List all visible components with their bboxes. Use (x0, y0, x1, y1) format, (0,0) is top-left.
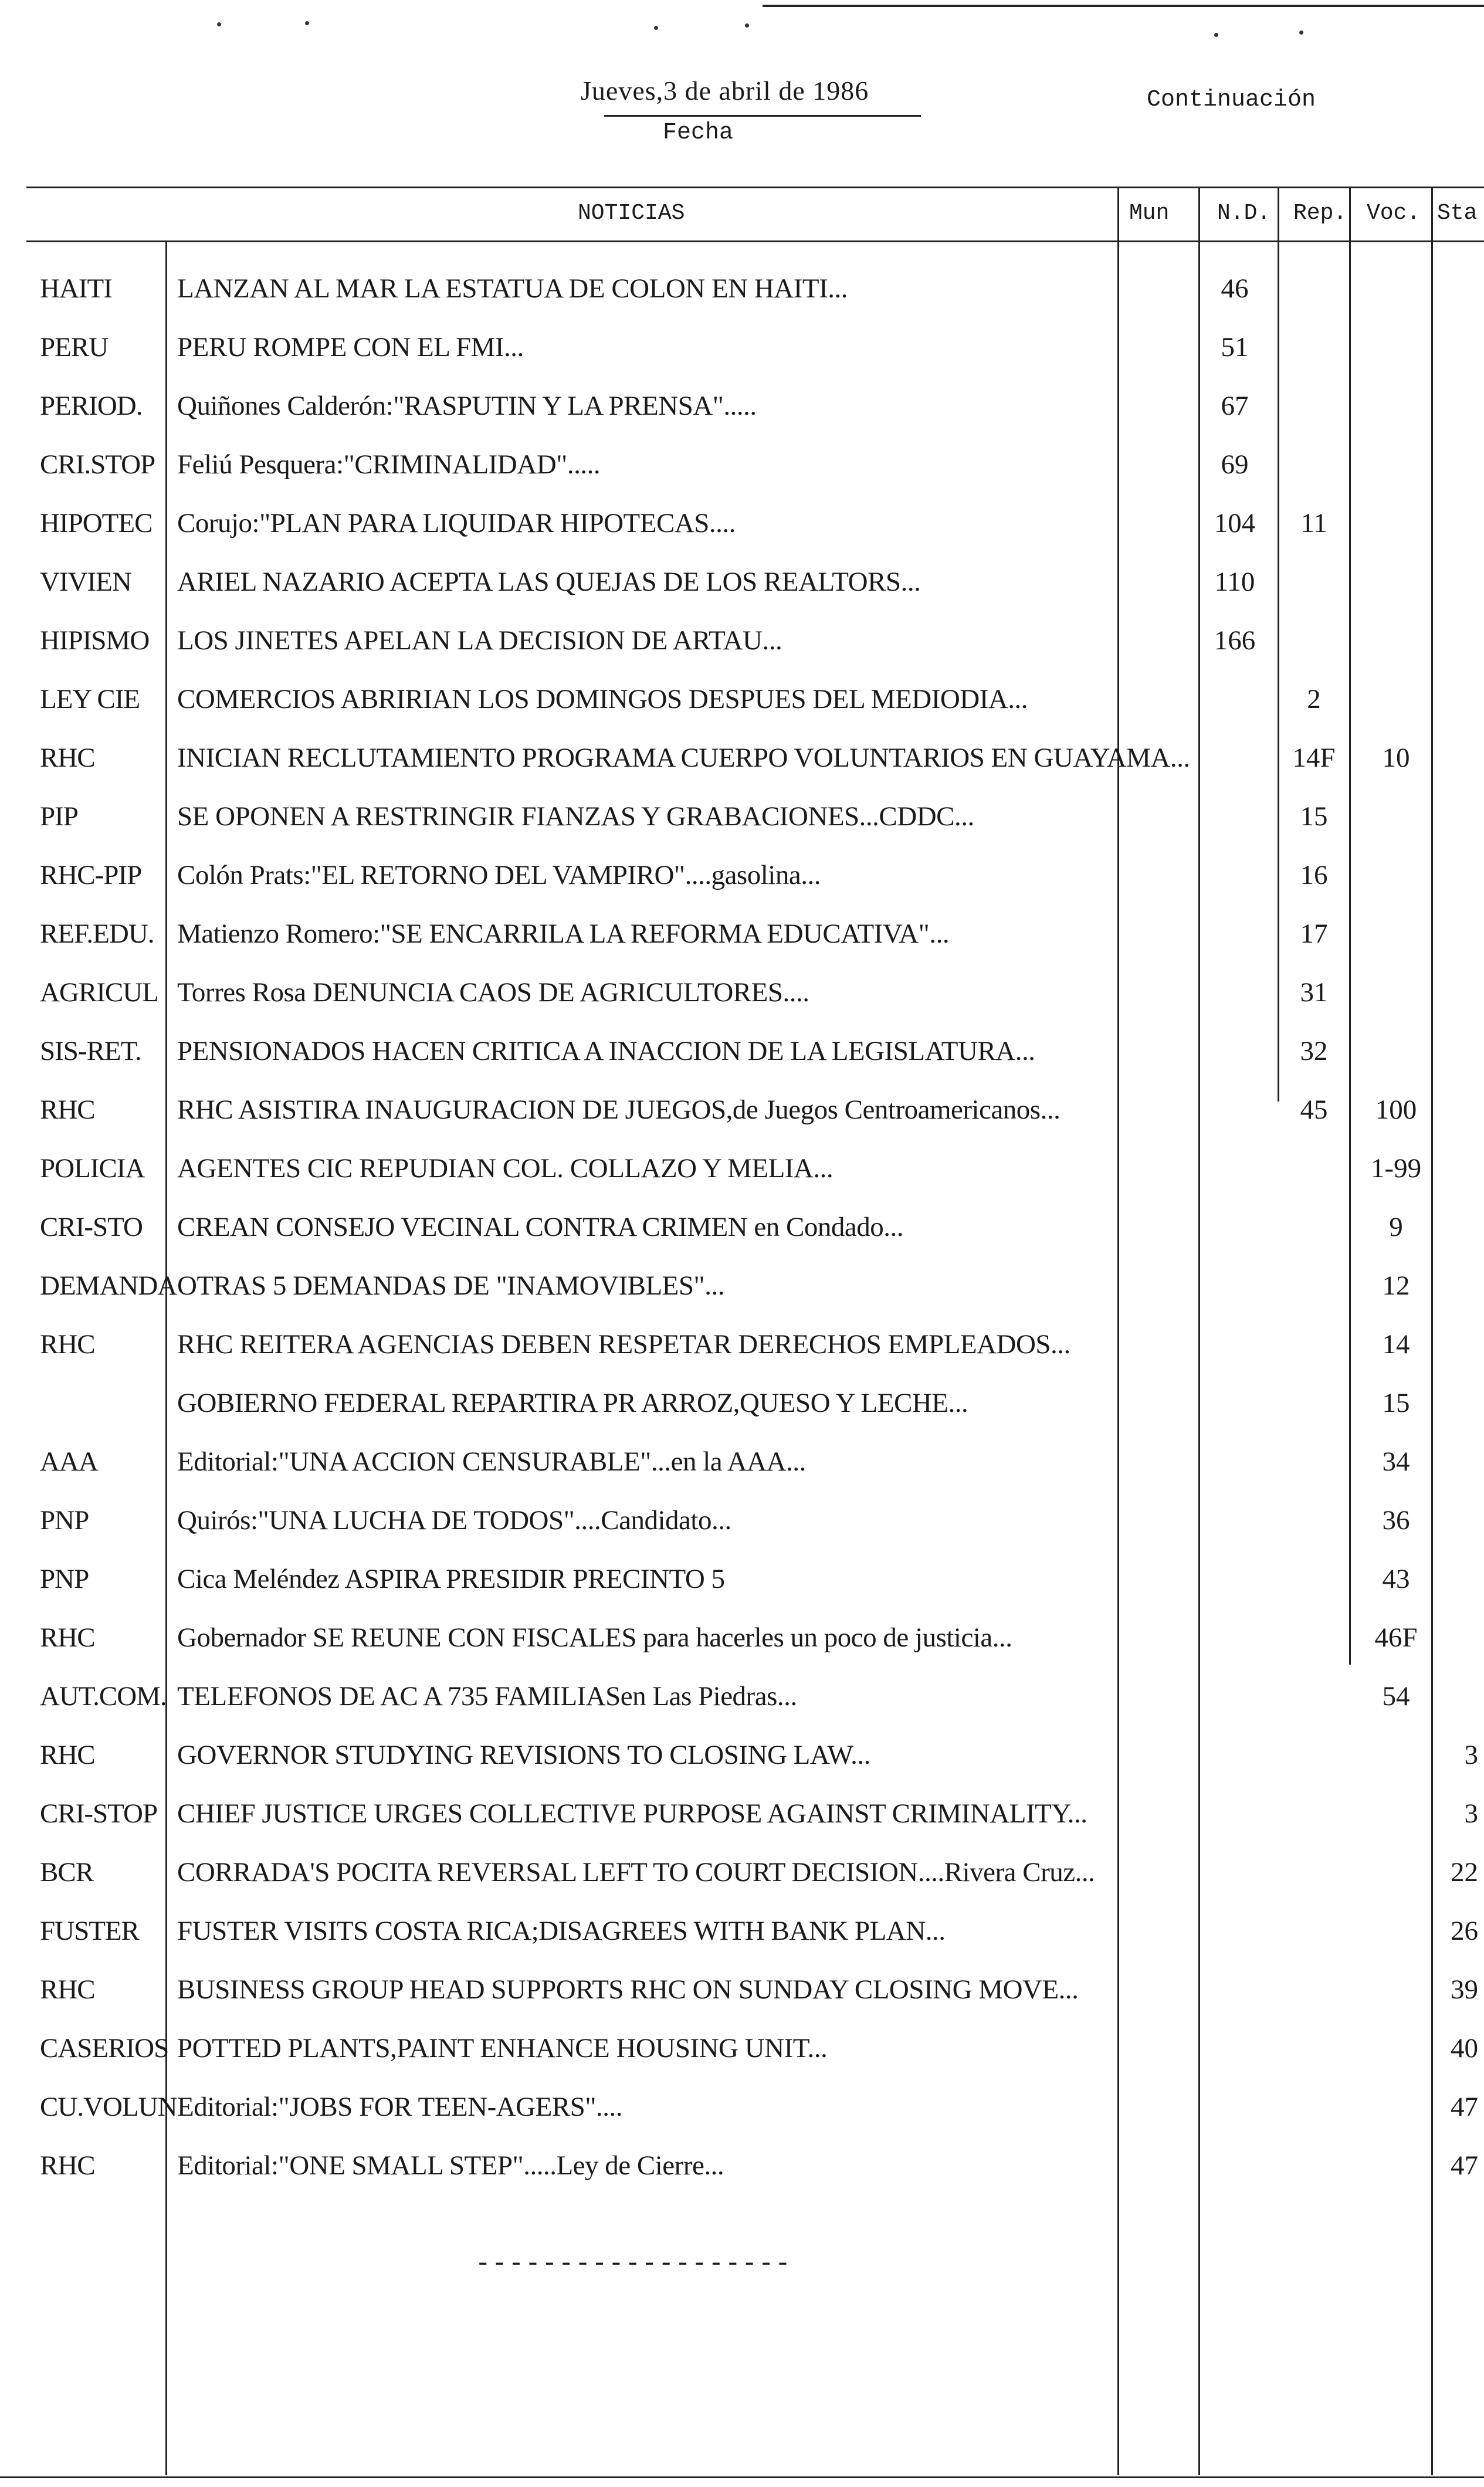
table-row (0, 918, 1484, 977)
voc-page: 43 (1382, 1564, 1410, 1594)
news-title: Matienzo Romero:"SE ENCARRILA LA REFORMA EDUCATIVA"... (177, 919, 950, 949)
news-title: Gobernador SE REUNE CON FISCALES para hacerles un poco de justicia... (177, 1622, 1012, 1653)
date-text: Jueves,3 de abril de 1986 (581, 76, 869, 106)
nd-page: 51 (1221, 332, 1249, 362)
table-row (0, 331, 1484, 390)
header-rep: Rep. (1293, 201, 1347, 226)
scan-speck (654, 26, 658, 30)
table-row (0, 507, 1484, 566)
news-title: PERU ROMPE CON EL FMI... (177, 332, 524, 362)
news-code: CASERIOS (40, 2033, 169, 2064)
table-row (0, 1915, 1484, 1974)
sta-page: 26 (1451, 1916, 1478, 1946)
table-row (0, 1094, 1484, 1153)
news-code: PNP (40, 1505, 89, 1536)
news-code: VIVIEN (40, 567, 131, 597)
table-row (0, 742, 1484, 801)
top-edge-rule (763, 5, 1484, 7)
news-code: HIPISMO (40, 625, 150, 656)
news-title: Torres Rosa DENUNCIA CAOS DE AGRICULTORES.... (177, 977, 809, 1008)
continuation-label: Continuación (1147, 87, 1316, 113)
news-code: SIS-RET. (40, 1036, 141, 1066)
voc-page: 1-99 (1370, 1153, 1422, 1184)
news-title: AGENTES CIC REPUDIAN COL. COLLAZO Y MELIA... (177, 1153, 834, 1184)
news-title: Editorial:"JOBS FOR TEEN-AGERS".... (177, 2092, 622, 2122)
nd-page: 67 (1221, 391, 1249, 421)
news-code: FUSTER (40, 1916, 139, 1946)
rep-page: 17 (1300, 919, 1328, 949)
header-mun: Mun (1129, 201, 1170, 226)
news-title: PENSIONADOS HACEN CRITICA A INACCION DE LA LEGISLATURA... (177, 1036, 1035, 1066)
table-row (0, 1270, 1484, 1329)
news-title: POTTED PLANTS,PAINT ENHANCE HOUSING UNIT... (177, 2033, 828, 2064)
news-title: GOBIERNO FEDERAL REPARTIRA PR ARROZ,QUESO Y LECHE... (177, 1388, 968, 1418)
table-top-rule (26, 187, 1484, 188)
nd-page: 104 (1214, 508, 1256, 538)
scan-speck (1299, 31, 1303, 35)
news-code: AUT.COM. (40, 1681, 167, 1712)
table-row (0, 1739, 1484, 1798)
table-row (0, 1622, 1484, 1680)
table-row (0, 683, 1484, 742)
rep-page: 31 (1300, 977, 1328, 1008)
news-title: INICIAN RECLUTAMIENTO PROGRAMA CUERPO VOLUNTARIOS EN GUAYAMA... (177, 743, 1190, 773)
news-code: CRI-STO (40, 1212, 143, 1242)
news-code: RHC (40, 1974, 95, 2005)
table-row (0, 1505, 1484, 1563)
table-row (0, 449, 1484, 507)
voc-page: 46F (1374, 1622, 1418, 1653)
news-code: AAA (40, 1446, 98, 1477)
table-bottom-rule (0, 2476, 1484, 2478)
table-row (0, 1680, 1484, 1739)
news-code: REF.EDU. (40, 919, 154, 949)
news-title: LANZAN AL MAR LA ESTATUA DE COLON EN HAITI... (177, 273, 848, 304)
nd-page: 166 (1214, 625, 1256, 656)
rep-page: 15 (1300, 801, 1328, 832)
news-title: CORRADA'S POCITA REVERSAL LEFT TO COURT DECISION....Rivera Cruz... (177, 1857, 1095, 1888)
date-label: Fecha (663, 120, 734, 146)
scan-speck (305, 21, 309, 25)
news-title: Editorial:"ONE SMALL STEP".....Ley de Cierre... (177, 2150, 724, 2181)
table-row (0, 1563, 1484, 1622)
voc-page: 9 (1389, 1212, 1403, 1242)
table-header-rule (26, 240, 1484, 242)
news-title: Editorial:"UNA ACCION CENSURABLE"...en la AAA... (177, 1446, 806, 1477)
news-title: COMERCIOS ABRIRIAN LOS DOMINGOS DESPUES DEL MEDIODIA... (177, 684, 1028, 714)
news-code: HAITI (40, 273, 112, 304)
header-nd: N.D. (1217, 201, 1271, 226)
header-voc: Voc. (1367, 201, 1421, 226)
news-title: BUSINESS GROUP HEAD SUPPORTS RHC ON SUNDAY CLOSING MOVE... (177, 1974, 1079, 2005)
sta-page: 47 (1451, 2150, 1478, 2181)
rep-page: 16 (1300, 860, 1328, 890)
rep-page: 32 (1300, 1036, 1328, 1066)
table-row (0, 1153, 1484, 1211)
table-row (0, 625, 1484, 683)
sta-page: 3 (1464, 1798, 1478, 1829)
news-code: CRI-STOP (40, 1798, 158, 1829)
news-title: ARIEL NAZARIO ACEPTA LAS QUEJAS DE LOS REALTORS... (177, 567, 921, 597)
news-title: OTRAS 5 DEMANDAS DE "INAMOVIBLES"... (177, 1270, 724, 1301)
closing-dash-line: ------------------- (475, 2249, 792, 2279)
nd-page: 69 (1221, 449, 1249, 480)
table-row (0, 1974, 1484, 2032)
table-row (0, 1329, 1484, 1387)
table-row (0, 2091, 1484, 2150)
news-code: PNP (40, 1564, 89, 1594)
news-title: Colón Prats:"EL RETORNO DEL VAMPIRO"....gasolina... (177, 860, 821, 890)
nd-page: 46 (1221, 273, 1249, 304)
news-title: CHIEF JUSTICE URGES COLLECTIVE PURPOSE AGAINST CRIMINALITY... (177, 1798, 1087, 1829)
table-row (0, 566, 1484, 625)
news-title: GOVERNOR STUDYING REVISIONS TO CLOSING LAW... (177, 1740, 870, 1770)
voc-page: 15 (1382, 1388, 1410, 1418)
news-code: CRI.STOP (40, 449, 155, 480)
news-code: HIPOTEC (40, 508, 153, 538)
voc-page: 36 (1382, 1505, 1410, 1536)
scan-speck (745, 23, 749, 28)
table-row (0, 859, 1484, 918)
voc-page: 12 (1382, 1270, 1410, 1301)
news-code: PERIOD. (40, 391, 143, 421)
news-title: LOS JINETES APELAN LA DECISION DE ARTAU... (177, 625, 782, 656)
rep-page: 2 (1307, 684, 1321, 714)
news-code: RHC (40, 743, 95, 773)
news-title: SE OPONEN A RESTRINGIR FIANZAS Y GRABACIONES...CDDC... (177, 801, 974, 832)
news-title: Cica Meléndez ASPIRA PRESIDIR PRECINTO 5 (177, 1564, 725, 1594)
news-code: PERU (40, 332, 109, 362)
header-noticias: NOTICIAS (578, 201, 685, 226)
voc-page: 34 (1382, 1446, 1410, 1477)
header-sta: Sta (1437, 201, 1478, 226)
scan-speck (217, 22, 221, 26)
sta-page: 39 (1451, 1974, 1478, 2005)
news-code: DEMANDA (40, 1270, 177, 1301)
news-code: RHC (40, 2150, 95, 2181)
sta-page: 47 (1451, 2092, 1478, 2122)
news-title: RHC ASISTIRA INAUGURACION DE JUEGOS,de Juegos Centroamericanos... (177, 1095, 1061, 1125)
news-code: RHC (40, 1095, 95, 1125)
table-row (0, 1798, 1484, 1856)
nd-page: 110 (1214, 567, 1255, 597)
voc-page: 54 (1382, 1681, 1410, 1712)
news-code: LEY CIE (40, 684, 140, 714)
table-row (0, 1446, 1484, 1505)
table-row (0, 2032, 1484, 2091)
news-code: RHC (40, 1622, 95, 1653)
sta-page: 40 (1451, 2033, 1478, 2064)
news-title: Quirós:"UNA LUCHA DE TODOS"....Candidato... (177, 1505, 731, 1536)
table-row (0, 1035, 1484, 1094)
rep-page: 14F (1292, 743, 1336, 773)
voc-page: 100 (1375, 1095, 1417, 1125)
news-title: Quiñones Calderón:"RASPUTIN Y LA PRENSA"..... (177, 391, 757, 421)
news-title: Corujo:"PLAN PARA LIQUIDAR HIPOTECAS.... (177, 508, 736, 538)
news-title: Feliú Pesquera:"CRIMINALIDAD"..... (177, 449, 601, 480)
table-row (0, 977, 1484, 1035)
voc-page: 14 (1382, 1329, 1410, 1360)
news-title: RHC REITERA AGENCIAS DEBEN RESPETAR DERECHOS EMPLEADOS... (177, 1329, 1070, 1360)
voc-page: 10 (1382, 743, 1410, 773)
news-code: PIP (40, 801, 78, 832)
sta-page: 3 (1464, 1740, 1478, 1770)
table-row (0, 1211, 1484, 1270)
news-code: BCR (40, 1857, 94, 1888)
news-title: FUSTER VISITS COSTA RICA;DISAGREES WITH BANK PLAN... (177, 1916, 946, 1946)
table-row (0, 1856, 1484, 1915)
table-row (0, 1387, 1484, 1446)
news-code: AGRICUL (40, 977, 158, 1008)
news-code: RHC (40, 1329, 95, 1360)
rep-page: 11 (1300, 508, 1327, 538)
news-code: POLICIA (40, 1153, 145, 1184)
sta-page: 22 (1451, 1857, 1478, 1888)
table-row (0, 273, 1484, 331)
scan-speck (1214, 33, 1218, 37)
news-code: RHC (40, 1740, 95, 1770)
news-code: CU.VOLUN (40, 2092, 177, 2122)
date-underline (604, 115, 921, 117)
news-title: TELEFONOS DE AC A 735 FAMILIASen Las Piedras... (177, 1681, 797, 1712)
table-row (0, 801, 1484, 859)
table-row (0, 2150, 1484, 2208)
news-code: RHC-PIP (40, 860, 142, 890)
rep-page: 45 (1300, 1095, 1328, 1125)
news-title: CREAN CONSEJO VECINAL CONTRA CRIMEN en Condado... (177, 1212, 904, 1242)
table-row (0, 390, 1484, 449)
